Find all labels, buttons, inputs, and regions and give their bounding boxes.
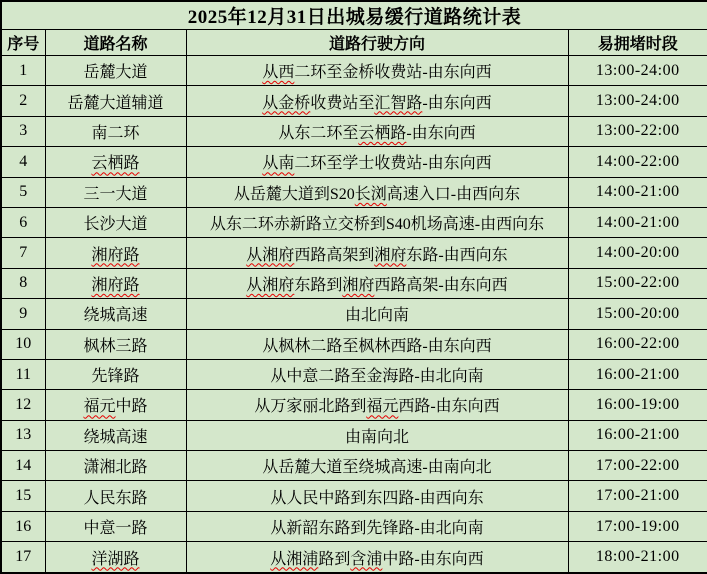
road-name-cell: 三一大道 — [45, 177, 186, 207]
congestion-period-cell: 16:00-21:00 — [568, 359, 707, 389]
road-name-cell: 洋湖路 — [45, 542, 186, 573]
serial-number-cell: 9 — [1, 299, 45, 329]
congestion-period-cell: 17:00-19:00 — [568, 511, 707, 541]
driving-direction-cell: 从中意二路至金海路-由北向南 — [186, 359, 568, 389]
table-row — [1, 268, 707, 298]
road-name-cell: 南二环 — [45, 116, 186, 146]
road-name-cell: 云栖路 — [45, 147, 186, 177]
congestion-period-cell: 13:00-22:00 — [568, 116, 707, 146]
road-name-cell: 长沙大道 — [45, 207, 186, 237]
serial-number-cell: 4 — [1, 147, 45, 177]
serial-number-cell: 8 — [1, 268, 45, 298]
driving-direction-cell: 从湘府东路到湘府西路高架-由东向西 — [186, 268, 568, 298]
serial-number-cell: 3 — [1, 116, 45, 146]
serial-number-cell: 1 — [1, 56, 45, 86]
table-row — [1, 238, 707, 268]
table-row — [1, 451, 707, 481]
congestion-period-cell: 17:00-22:00 — [568, 451, 707, 481]
table-row — [1, 299, 707, 329]
serial-number-cell: 16 — [1, 511, 45, 541]
driving-direction-cell: 从东二环至云栖路-由东向西 — [186, 116, 568, 146]
serial-number-cell: 17 — [1, 542, 45, 573]
driving-direction-cell: 从人民中路到东四路-由西向东 — [186, 481, 568, 511]
header-row — [1, 30, 707, 56]
congestion-period-cell: 14:00-21:00 — [568, 207, 707, 237]
driving-direction-cell: 从万家丽北路到福元西路-由东向西 — [186, 390, 568, 420]
table-row — [1, 542, 707, 573]
table-row — [1, 420, 707, 450]
table-row — [1, 177, 707, 207]
table-row — [1, 390, 707, 420]
driving-direction-cell: 从金桥收费站至汇智路-由东向西 — [186, 86, 568, 116]
congestion-period-cell: 16:00-22:00 — [568, 329, 707, 359]
driving-direction-cell: 从湘府西路高架到湘府东路-由西向东 — [186, 238, 568, 268]
serial-number-cell: 14 — [1, 451, 45, 481]
table-row — [1, 147, 707, 177]
congestion-period-cell: 13:00-24:00 — [568, 56, 707, 86]
road-name-cell: 潇湘北路 — [45, 451, 186, 481]
serial-number-cell: 11 — [1, 359, 45, 389]
serial-number-cell: 2 — [1, 86, 45, 116]
driving-direction-cell: 从岳麓大道至绕城高速-由南向北 — [186, 451, 568, 481]
road-name-cell: 绕城高速 — [45, 420, 186, 450]
driving-direction-cell: 从湘浦路到含浦中路-由东向西 — [186, 542, 568, 573]
table-row — [1, 329, 707, 359]
congestion-period-cell: 17:00-21:00 — [568, 481, 707, 511]
road-name-cell: 岳麓大道辅道 — [45, 86, 186, 116]
table-row — [1, 359, 707, 389]
table-body — [1, 56, 707, 574]
congestion-period-cell: 15:00-20:00 — [568, 299, 707, 329]
driving-direction-cell: 由北向南 — [186, 299, 568, 329]
driving-direction-cell: 从东二环赤新路立交桥到S40机场高速-由西向东 — [186, 207, 568, 237]
table-row — [1, 86, 707, 116]
road-name-cell: 绕城高速 — [45, 299, 186, 329]
road-name-cell: 枫林三路 — [45, 329, 186, 359]
road-name-cell: 福元中路 — [45, 390, 186, 420]
header-road-name: 道路名称 — [45, 30, 186, 56]
road-name-cell: 岳麓大道 — [45, 56, 186, 86]
serial-number-cell: 13 — [1, 420, 45, 450]
driving-direction-cell: 从枫林二路至枫林西路-由东向西 — [186, 329, 568, 359]
table-row — [1, 481, 707, 511]
congestion-period-cell: 14:00-20:00 — [568, 238, 707, 268]
road-name-cell: 湘府路 — [45, 268, 186, 298]
congestion-period-cell: 18:00-21:00 — [568, 542, 707, 573]
serial-number-cell: 10 — [1, 329, 45, 359]
table-row — [1, 116, 707, 146]
congestion-period-cell: 15:00-22:00 — [568, 268, 707, 298]
driving-direction-cell: 从岳麓大道到S20长浏高速入口-由西向东 — [186, 177, 568, 207]
congestion-period-cell: 16:00-19:00 — [568, 390, 707, 420]
driving-direction-cell: 从新韶东路到先锋路-由北向南 — [186, 511, 568, 541]
serial-number-cell: 15 — [1, 481, 45, 511]
road-name-cell: 先锋路 — [45, 359, 186, 389]
serial-number-cell: 12 — [1, 390, 45, 420]
table-row — [1, 511, 707, 541]
table-row — [1, 207, 707, 237]
congestion-period-cell: 14:00-21:00 — [568, 177, 707, 207]
header-serial-number: 序号 — [1, 30, 45, 56]
title-row — [1, 1, 707, 30]
congestion-period-cell: 14:00-22:00 — [568, 147, 707, 177]
serial-number-cell: 7 — [1, 238, 45, 268]
road-name-cell: 湘府路 — [45, 238, 186, 268]
page-title: 2025年12月31日出城易缓行道路统计表 — [1, 1, 707, 30]
driving-direction-cell: 从南二环至学士收费站-由东向西 — [186, 147, 568, 177]
road-name-cell: 中意一路 — [45, 511, 186, 541]
driving-direction-cell: 从西二环至金桥收费站-由东向西 — [186, 56, 568, 86]
header-driving-direction: 道路行驶方向 — [186, 30, 568, 56]
driving-direction-cell: 由南向北 — [186, 420, 568, 450]
serial-number-cell: 5 — [1, 177, 45, 207]
header-congestion-period: 易拥堵时段 — [568, 30, 707, 56]
road-name-cell: 人民东路 — [45, 481, 186, 511]
congestion-period-cell: 16:00-21:00 — [568, 420, 707, 450]
table-row — [1, 56, 707, 86]
serial-number-cell: 6 — [1, 207, 45, 237]
congestion-period-cell: 13:00-24:00 — [568, 86, 707, 116]
